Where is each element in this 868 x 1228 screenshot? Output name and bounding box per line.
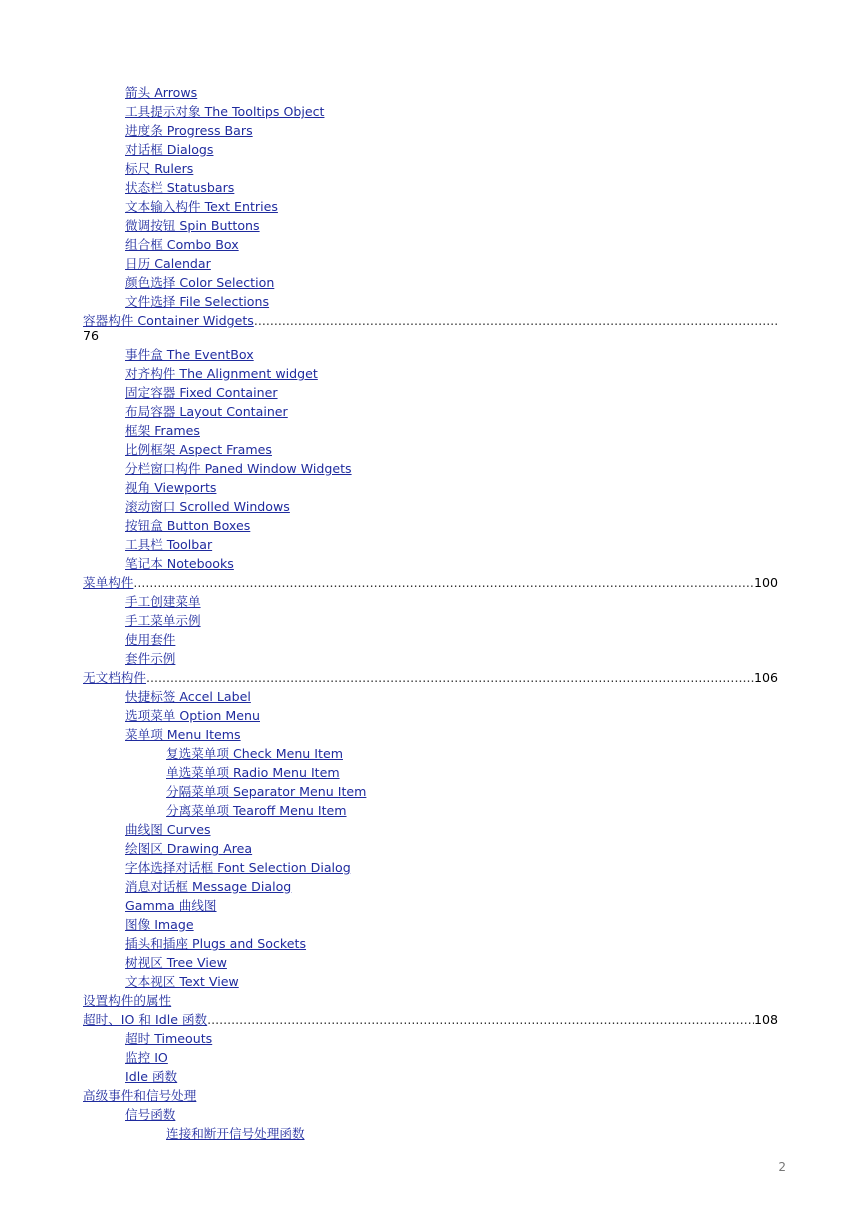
toc-entry[interactable] — [125, 1068, 177, 1086]
toc-entry[interactable] — [125, 859, 351, 877]
toc-entry[interactable] — [125, 536, 212, 554]
toc-entry[interactable] — [125, 707, 260, 725]
toc-entry[interactable] — [125, 479, 216, 497]
toc-entry[interactable] — [125, 441, 272, 459]
toc-link[interactable]: 箭头 Arrows — [125, 85, 198, 100]
toc-link[interactable]: 文本输入构件 Text Entries — [125, 199, 278, 214]
toc-entry[interactable] — [125, 179, 234, 197]
toc-link[interactable]: 日历 Calendar — [125, 256, 211, 271]
toc-link[interactable]: 连接和断开信号处理函数 — [166, 1126, 305, 1141]
toc-entry[interactable] — [125, 346, 254, 364]
toc-link[interactable]: 快捷标签 Accel Label — [125, 689, 251, 704]
toc-entry[interactable] — [125, 631, 175, 649]
toc-link[interactable]: 文本视区 Text View — [125, 974, 239, 989]
toc-entry[interactable] — [166, 783, 366, 801]
toc-entry[interactable] — [125, 878, 291, 896]
toc-page-number: 76 — [83, 328, 100, 343]
toc-entry[interactable] — [125, 593, 201, 611]
toc-entry[interactable] — [83, 1087, 196, 1105]
dot-leader — [254, 312, 778, 330]
toc-entry[interactable] — [125, 365, 318, 383]
toc-link[interactable]: 固定容器 Fixed Container — [125, 385, 278, 400]
toc-entry[interactable] — [125, 897, 217, 915]
toc-section-entry[interactable] — [83, 1011, 778, 1029]
toc-link[interactable]: 滚动窗口 Scrolled Windows — [125, 499, 290, 514]
dot-leader — [207, 1011, 754, 1029]
toc-link[interactable]: 曲线图 Curves — [125, 822, 211, 837]
toc-link[interactable]: 监控 IO — [125, 1050, 168, 1065]
toc-link[interactable]: 超时 Timeouts — [125, 1031, 213, 1046]
toc-link[interactable]: 工具栏 Toolbar — [125, 537, 213, 552]
toc-page-number: 106 — [753, 670, 778, 685]
toc-link[interactable]: 对话框 Dialogs — [125, 142, 214, 157]
toc-link[interactable]: 复选菜单项 Check Menu Item — [166, 746, 343, 761]
toc-entry[interactable] — [166, 802, 347, 820]
toc-entry[interactable] — [125, 726, 241, 744]
toc-entry[interactable] — [125, 460, 352, 478]
toc-link[interactable]: 容器构件 Container Widgets — [83, 313, 254, 328]
toc-link[interactable]: 字体选择对话框 Font Selection Dialog — [125, 860, 351, 875]
toc-link[interactable]: 菜单项 Menu Items — [125, 727, 241, 742]
toc-entry[interactable] — [125, 612, 201, 630]
toc-link[interactable]: 套件示例 — [125, 651, 176, 666]
toc-entry[interactable] — [125, 217, 260, 235]
dot-leader — [133, 574, 754, 592]
toc-link[interactable]: 按钮盒 Button Boxes — [125, 518, 251, 533]
toc-link[interactable]: 使用套件 — [125, 632, 176, 647]
toc-link[interactable]: 比例框架 Aspect Frames — [125, 442, 272, 457]
toc-link[interactable]: 笔记本 Notebooks — [125, 556, 234, 571]
toc-entry[interactable] — [83, 992, 171, 1010]
toc-link[interactable]: 消息对话框 Message Dialog — [125, 879, 292, 894]
toc-link[interactable]: 标尺 Rulers — [125, 161, 194, 176]
toc-entry[interactable] — [125, 293, 269, 311]
toc-link[interactable]: 分离菜单项 Tearoff Menu Item — [166, 803, 347, 818]
dot-leader — [146, 669, 754, 687]
toc-entry[interactable] — [125, 916, 194, 934]
toc-link[interactable]: 设置构件的属性 — [83, 993, 172, 1008]
toc-link[interactable]: 绘图区 Drawing Area — [125, 841, 253, 856]
toc-entry[interactable] — [125, 236, 239, 254]
page-number: 2 — [778, 1160, 786, 1174]
toc-entry[interactable] — [125, 1106, 175, 1124]
toc-link[interactable]: 框架 Frames — [125, 423, 200, 438]
toc-entry[interactable] — [125, 650, 175, 668]
toc-entry[interactable] — [125, 498, 290, 516]
toc-link[interactable]: 分栏窗口构件 Paned Window Widgets — [125, 461, 352, 476]
toc-link[interactable]: 选项菜单 Option Menu — [125, 708, 260, 723]
toc-entry[interactable] — [125, 384, 278, 402]
toc-link[interactable]: 事件盒 The EventBox — [125, 347, 254, 362]
toc-link[interactable]: 菜单构件 — [83, 575, 134, 590]
toc-entry[interactable] — [125, 821, 211, 839]
toc-entry[interactable] — [125, 973, 239, 991]
toc-entry[interactable] — [125, 403, 288, 421]
toc-entry[interactable] — [125, 840, 252, 858]
toc-link[interactable]: 图像 Image — [125, 917, 194, 932]
toc-entry[interactable] — [125, 555, 234, 573]
toc-entry[interactable] — [125, 954, 227, 972]
toc-link[interactable]: 文件选择 File Selections — [125, 294, 270, 309]
toc-link[interactable]: 组合框 Combo Box — [125, 237, 239, 252]
toc-page-number: 108 — [753, 1012, 778, 1027]
toc-entry[interactable] — [125, 1030, 212, 1048]
toc-link[interactable]: 插头和插座 Plugs and Sockets — [125, 936, 307, 951]
toc-page-number: 100 — [753, 575, 778, 590]
toc-section-entry[interactable] — [83, 669, 778, 687]
toc-section-entry[interactable] — [83, 312, 778, 330]
toc-entry[interactable] — [125, 274, 274, 292]
toc-entry[interactable] — [125, 517, 250, 535]
toc-link[interactable]: 工具提示对象 The Tooltips Object — [125, 104, 325, 119]
toc-entry[interactable] — [125, 198, 278, 216]
toc-link[interactable]: 对齐构件 The Alignment widget — [125, 366, 318, 381]
toc-link[interactable]: 手工创建菜单 — [125, 594, 201, 609]
toc-link[interactable]: 手工菜单示例 — [125, 613, 201, 628]
toc-link[interactable]: 无文档构件 — [83, 670, 146, 685]
toc-link[interactable]: 高级事件和信号处理 — [83, 1088, 197, 1103]
toc-link[interactable]: Idle 函数 — [125, 1069, 178, 1084]
toc-entry[interactable] — [125, 1049, 168, 1067]
toc-link[interactable]: 单选菜单项 Radio Menu Item — [166, 765, 340, 780]
toc-entry[interactable] — [166, 1125, 305, 1143]
toc-link[interactable]: 布局容器 Layout Container — [125, 404, 288, 419]
toc-entry[interactable] — [125, 255, 211, 273]
toc-link[interactable]: 分隔菜单项 Separator Menu Item — [166, 784, 367, 799]
toc-entry[interactable] — [125, 688, 251, 706]
toc-link[interactable]: 视角 Viewports — [125, 480, 217, 495]
toc-section-entry[interactable] — [83, 574, 778, 592]
toc-link[interactable]: Gamma 曲线图 — [125, 898, 217, 913]
toc-entry[interactable] — [166, 745, 343, 763]
toc-entry[interactable] — [125, 122, 253, 140]
toc-entry[interactable] — [125, 160, 193, 178]
toc-entry[interactable] — [125, 141, 213, 159]
toc-link[interactable]: 微调按钮 Spin Buttons — [125, 218, 260, 233]
toc-entry[interactable] — [125, 422, 200, 440]
toc-link[interactable]: 颜色选择 Color Selection — [125, 275, 275, 290]
toc-entry[interactable] — [166, 764, 340, 782]
toc-entry[interactable] — [125, 84, 197, 102]
toc-link[interactable]: 信号函数 — [125, 1107, 176, 1122]
toc-link[interactable]: 进度条 Progress Bars — [125, 123, 253, 138]
toc-entry[interactable] — [125, 935, 306, 953]
toc-link[interactable]: 状态栏 Statusbars — [125, 180, 235, 195]
toc-link[interactable]: 树视区 Tree View — [125, 955, 227, 970]
toc-link[interactable]: 超时、IO 和 Idle 函数 — [83, 1012, 208, 1027]
toc-entry[interactable] — [125, 103, 324, 121]
